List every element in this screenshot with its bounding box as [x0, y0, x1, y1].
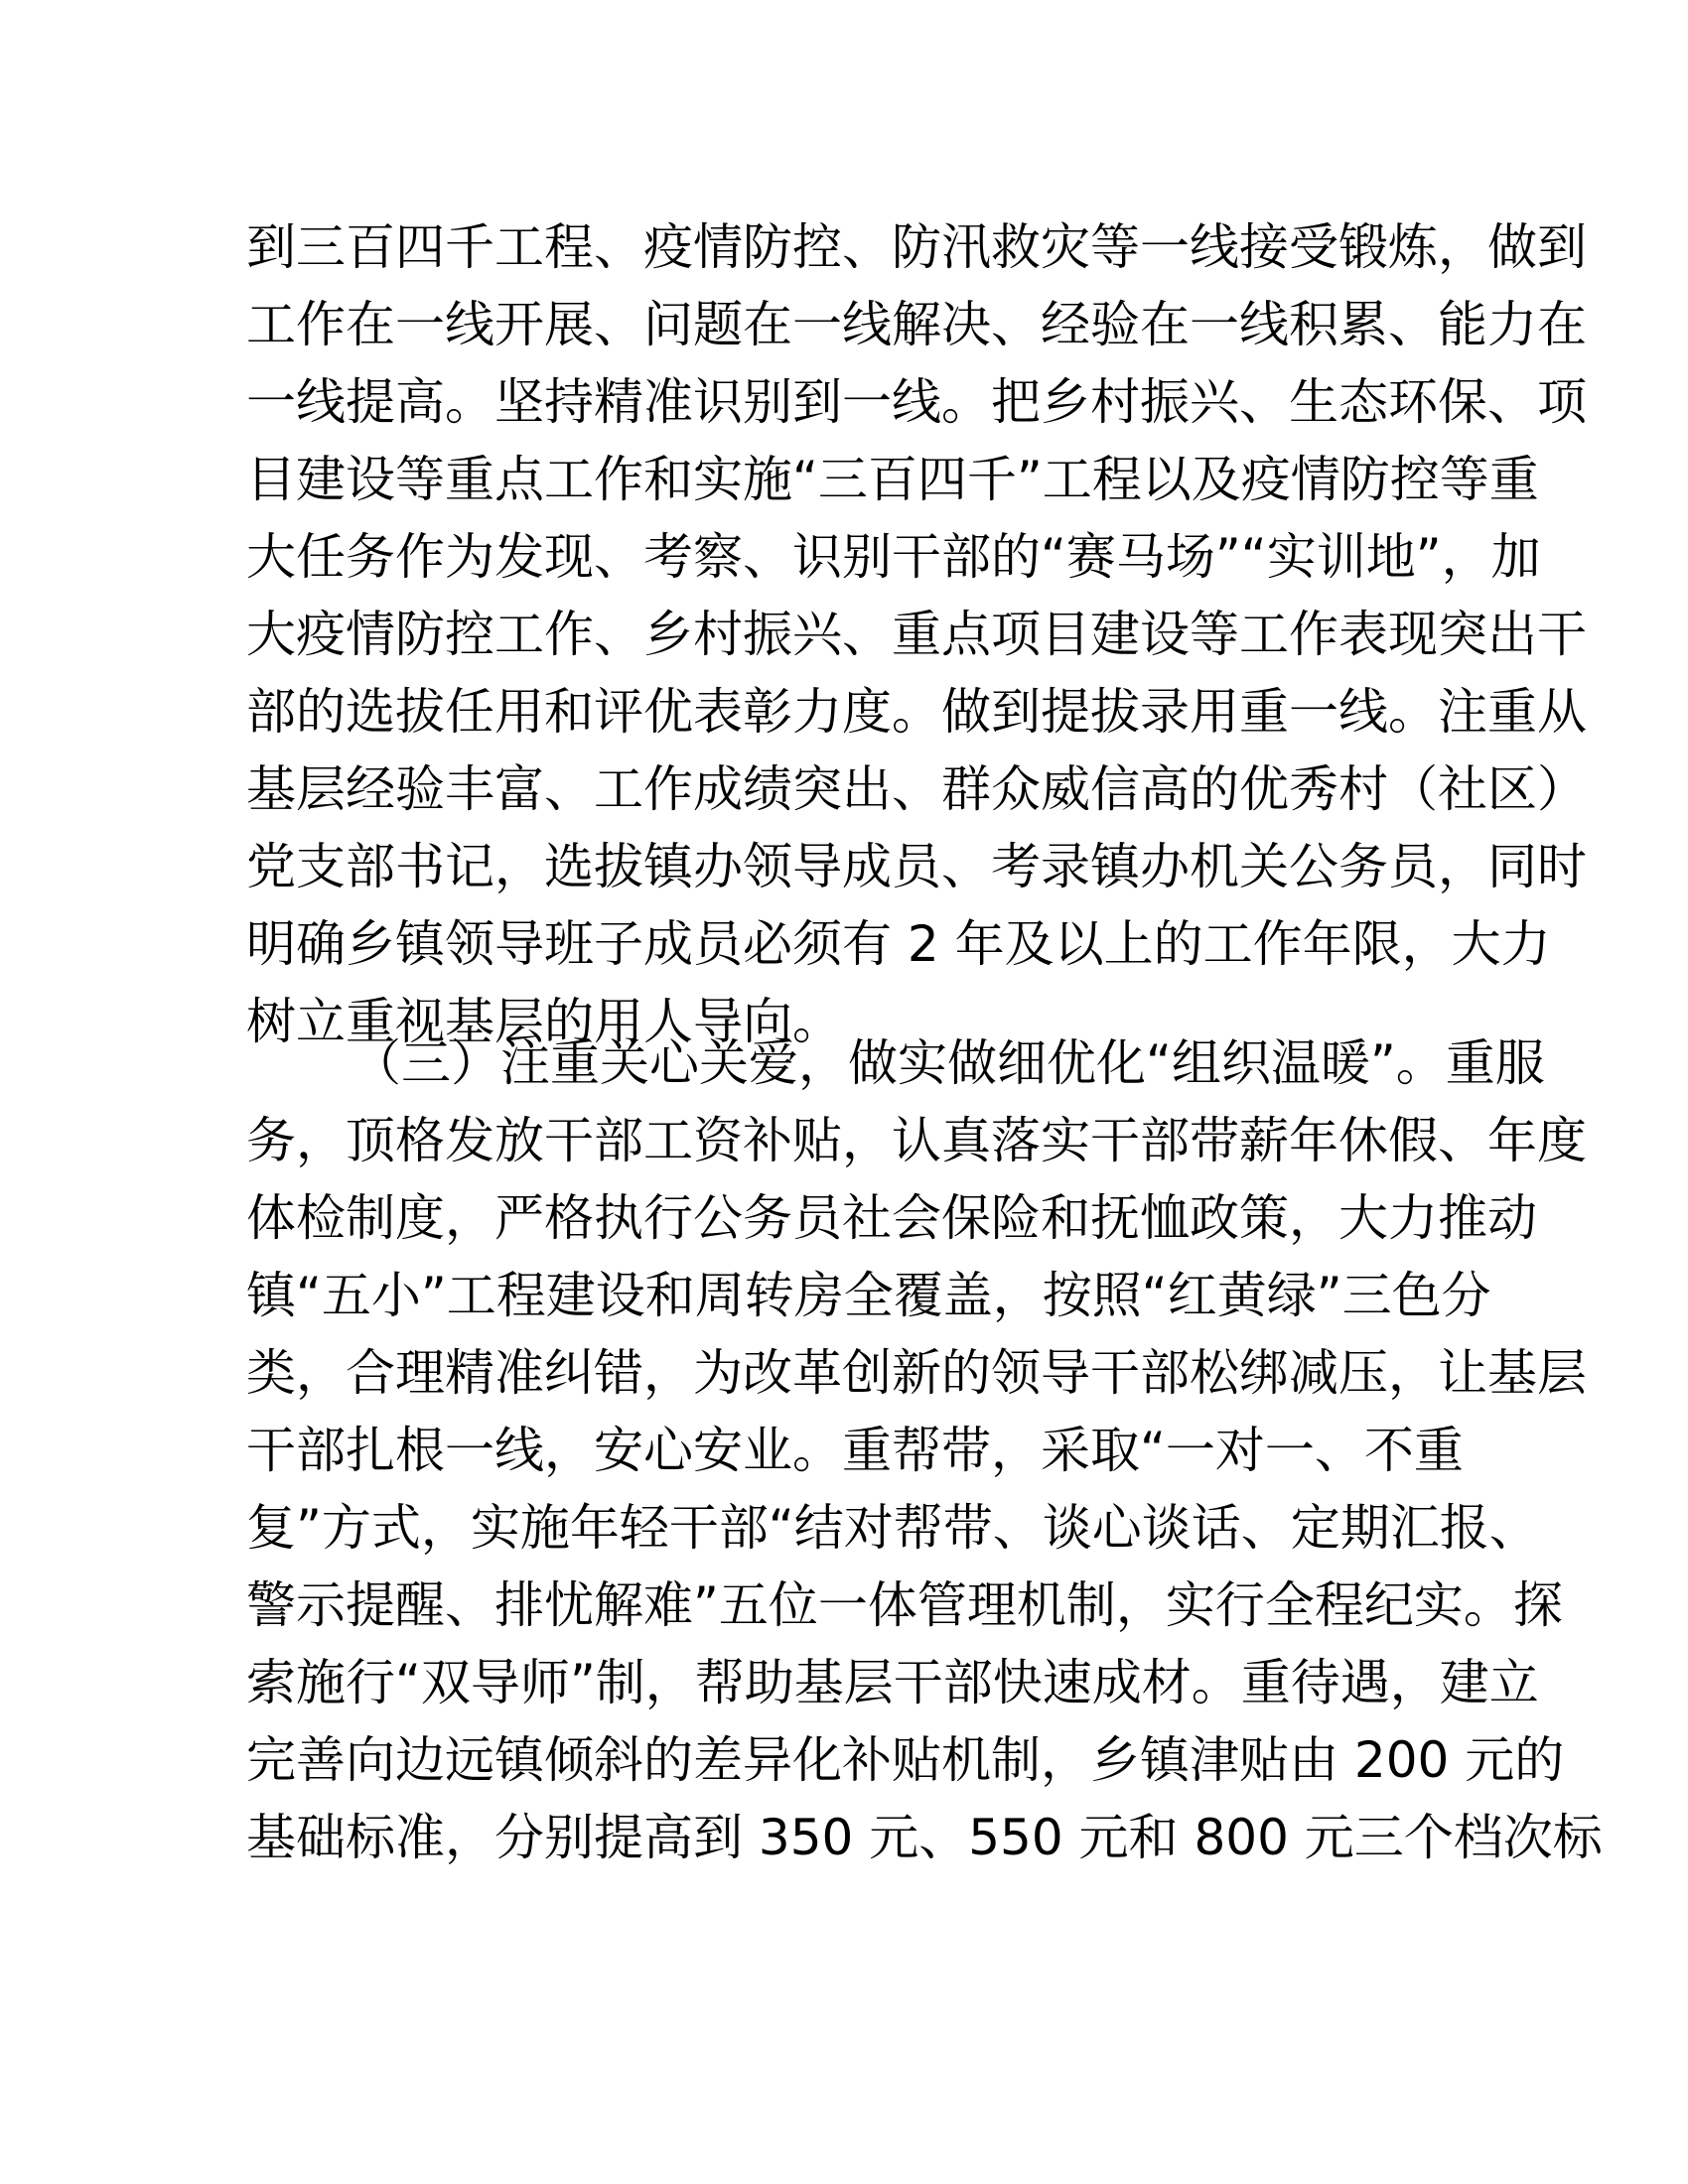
text-line: 大任务作为发现、考察、识别干部的“赛马场”“实训地”，加 — [246, 528, 1541, 586]
text-line: 基础标准，分别提高到 350 元、550 元和 800 元三个档次标 — [246, 1809, 1603, 1866]
text-line: （三）注重关心关爱，做实做细优化“组织温暖”。重服 — [352, 1034, 1545, 1092]
text-line: 干部扎根一线，安心安业。重帮带，采取“一对一、不重 — [246, 1422, 1464, 1479]
text-line: 到三百四千工程、疫情防控、防汛救灾等一线接受锻炼，做到 — [246, 218, 1587, 276]
text-line: 完善向边远镇倾斜的差异化补贴机制，乡镇津贴由 200 元的 — [246, 1731, 1565, 1789]
text-line: 基层经验丰富、工作成绩突出、群众威信高的优秀村（社区） — [246, 760, 1587, 818]
text-line: 党支部书记，选拔镇办领导成员、考录镇办机关公务员，同时 — [246, 838, 1587, 895]
text-line: 体检制度，严格执行公务员社会保险和抚恤政策，大力推动 — [246, 1189, 1537, 1247]
paragraph-1 — [246, 208, 1587, 1060]
text-line: 工作在一线开展、问题在一线解决、经验在一线积累、能力在 — [246, 296, 1587, 353]
text-line: 复”方式，实施年轻干部“结对帮带、谈心谈话、定期汇报、 — [246, 1499, 1539, 1557]
text-line: 务，顶格发放干部工资补贴，认真落实干部带薪年休假、年度 — [246, 1112, 1587, 1169]
text-line: 警示提醒、排忧解难”五位一体管理机制，实行全程纪实。探 — [246, 1576, 1563, 1634]
paragraph-2 — [246, 1024, 1603, 1876]
text-line: 部的选拔任用和评优表彰力度。做到提拔录用重一线。注重从 — [246, 683, 1587, 741]
text-line: 大疫情防控工作、乡村振兴、重点项目建设等工作表现突出干 — [246, 606, 1587, 663]
text-line: 目建设等重点工作和实施“三百四千”工程以及疫情防控等重 — [246, 451, 1539, 508]
text-line: 一线提高。坚持精准识别到一线。把乡村振兴、生态环保、项 — [246, 373, 1587, 431]
text-line: 镇“五小”工程建设和周转房全覆盖，按照“红黄绿”三色分 — [246, 1267, 1491, 1324]
text-line: 索施行“双导师”制，帮助基层干部快速成材。重待遇，建立 — [246, 1654, 1539, 1711]
text-line: 树立重视基层的用人导向。 — [246, 993, 842, 1050]
text-line: 类，合理精准纠错，为改革创新的领导干部松绑减压，让基层 — [246, 1344, 1587, 1402]
text-line: 明确乡镇领导班子成员必须有 2 年及以上的工作年限，大力 — [246, 915, 1551, 973]
